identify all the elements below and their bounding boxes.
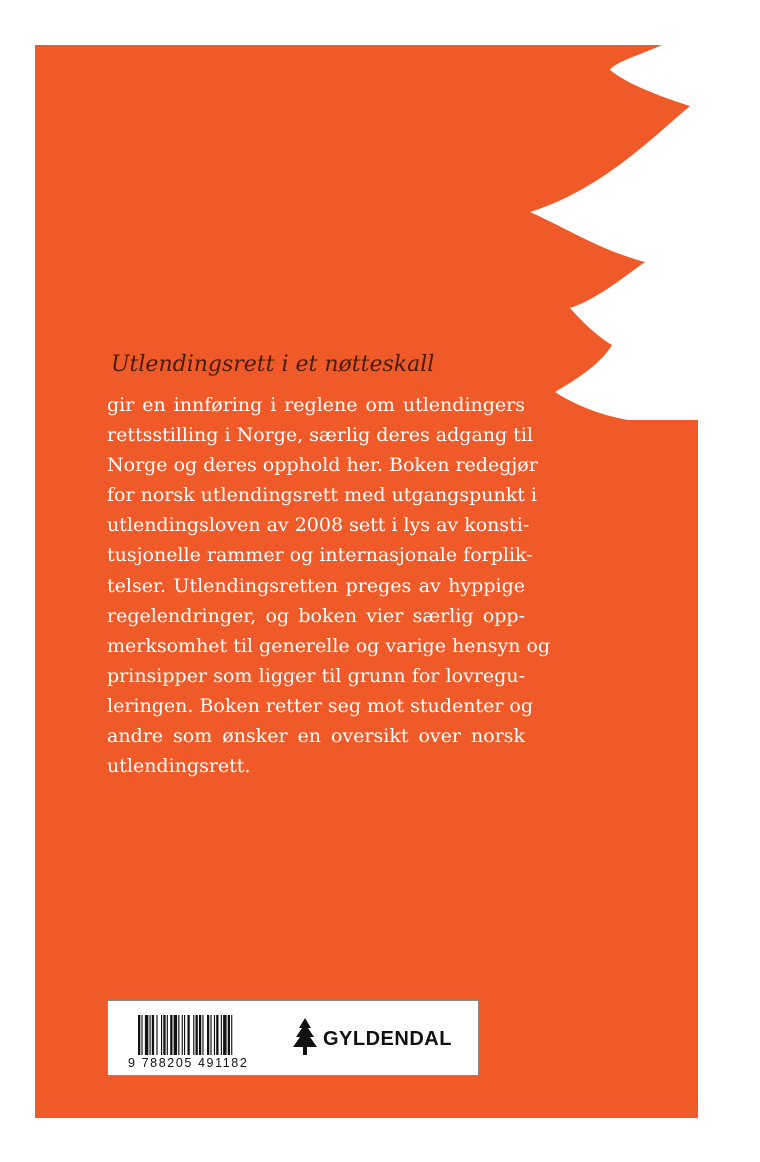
barcode-bar (163, 1015, 165, 1055)
isbn-number: 9 788205 491182 (128, 1056, 249, 1070)
spruce-tree-icon (291, 1017, 319, 1059)
barcode-bar (214, 1015, 215, 1055)
barcode-bar (231, 1015, 232, 1055)
barcode-bar (196, 1015, 198, 1055)
description-line: utlendingsrett. (107, 755, 251, 778)
barcode-bar (156, 1015, 157, 1055)
barcode-bar (141, 1015, 142, 1055)
description-line: tusjonelle rammer og internasjonale forplik- (107, 544, 533, 567)
barcode (138, 1015, 276, 1055)
description-line: utlendingsloven av 2008 sett i lys av konsti- (107, 514, 530, 537)
description-line: for norsk utlendingsrett med utgangspunkt i (107, 484, 537, 507)
barcode-bar (167, 1015, 168, 1055)
barcode-bar (207, 1015, 209, 1055)
barcode-bar (152, 1015, 154, 1055)
barcode-bar (199, 1015, 201, 1055)
description-line: merksomhet til generelle og varige hensyn og (107, 634, 551, 657)
barcode-bar (223, 1015, 226, 1055)
book-title: Utlendingsrett i et nøtteskall (111, 352, 435, 377)
description-line: Norge og deres opphold her. Boken redegjør (107, 454, 538, 477)
barcode-label (107, 1000, 479, 1076)
barcode-bar (178, 1015, 179, 1055)
barcode-bar (174, 1015, 177, 1055)
barcode-bar (138, 1015, 140, 1055)
description-line: leringen. Boken retter seg mot studenter og (107, 694, 534, 717)
barcode-bar (161, 1015, 162, 1055)
barcode-bar (150, 1015, 151, 1055)
barcode-bar (202, 1015, 203, 1055)
description-line: gir en innføring i reglene om utlendingers (107, 394, 525, 416)
book-description (107, 390, 551, 781)
description-line: regelendringer, og boken vier særlig opp- (107, 604, 525, 627)
barcode-bar (145, 1015, 148, 1055)
barcode-bar (210, 1015, 211, 1055)
publisher-logo-text: GYLDENDAL (323, 1028, 452, 1050)
barcode-bar (228, 1015, 230, 1055)
barcode-bar (221, 1015, 222, 1055)
barcode-bar (193, 1015, 194, 1055)
description-line: prinsipper som ligger til grunn for lovregu- (107, 664, 525, 687)
description-line: andre som ønsker en oversikt over norsk (107, 725, 525, 748)
barcode-bar (216, 1015, 218, 1055)
description-line: rettsstilling i Norge, særlig deres adgang til (107, 424, 534, 447)
barcode-bar (184, 1015, 185, 1055)
description-line: telser. Utlendingsretten preges av hyppige (107, 574, 525, 597)
barcode-bar (170, 1015, 172, 1055)
barcode-bar (187, 1015, 189, 1055)
barcode-bar (182, 1015, 183, 1055)
